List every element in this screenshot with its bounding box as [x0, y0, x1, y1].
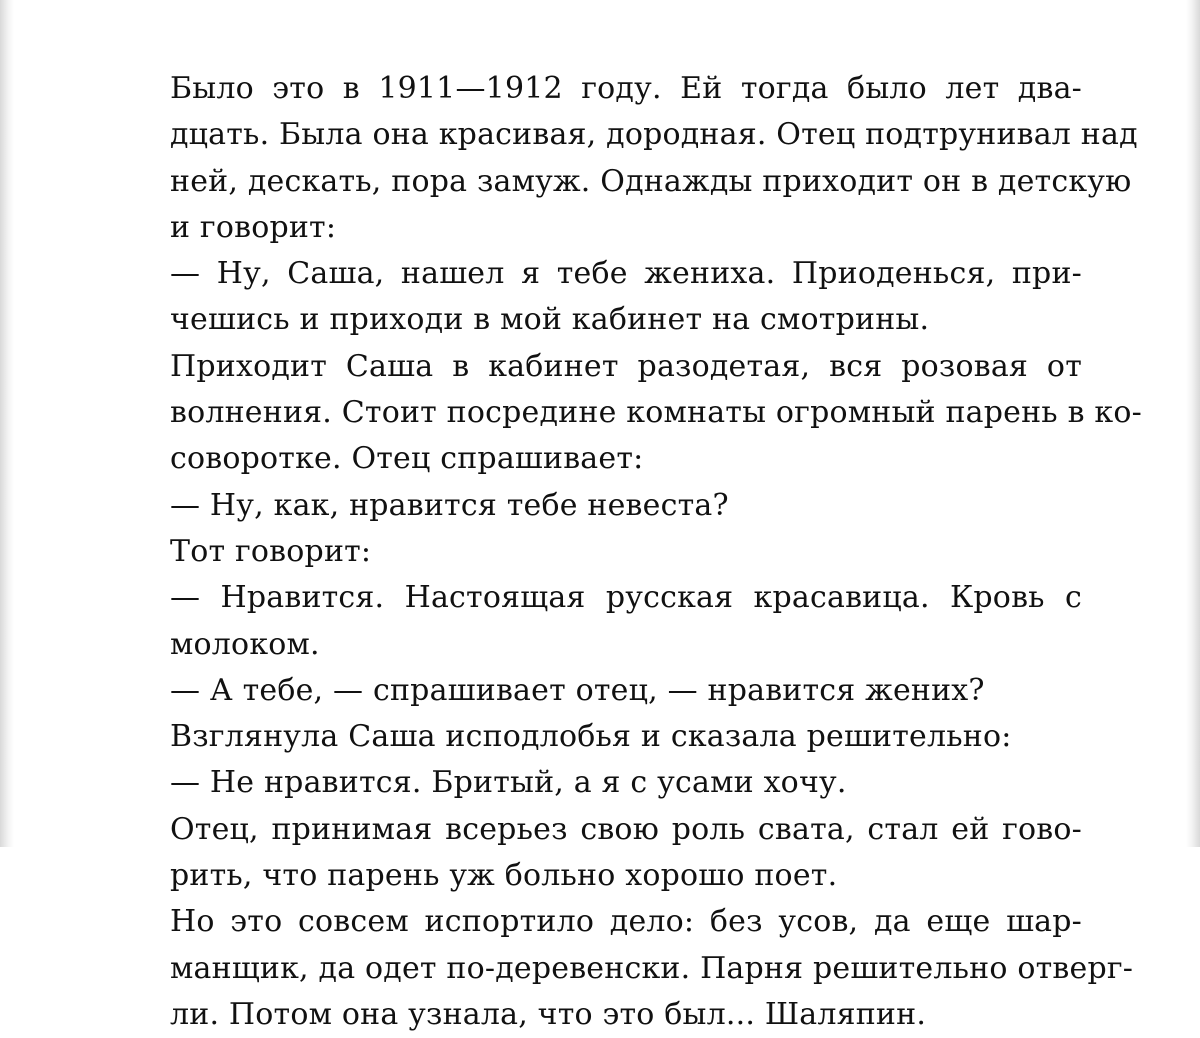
- text-line: — Не нравится. Бритый, а я с усами хочу.: [170, 765, 847, 801]
- book-page-text: [170, 66, 1142, 1038]
- text-line: рить, что парень уж больно хорошо поет.: [170, 858, 838, 894]
- text-line: и говорит:: [170, 209, 337, 245]
- text-line: Приходит Саша в кабинет разодетая, вся розовая от: [170, 348, 1082, 384]
- text-line: молоком.: [170, 626, 320, 662]
- text-line: Но это совсем испортило дело: без усов, да еще шар-: [170, 904, 1082, 940]
- page-edge-right: [1186, 0, 1200, 847]
- text-line: ли. Потом она узнала, что это был... Шаляпин.: [170, 996, 927, 1032]
- text-line: — Ну, как, нравится тебе невеста?: [170, 487, 729, 523]
- text-line: волнения. Стоит посредине комнаты огромный парень в ко-: [170, 395, 1142, 431]
- text-line: — Нравится. Настоящая русская красавица. Кровь с: [170, 580, 1082, 616]
- page-edge-left: [0, 0, 14, 847]
- text-line: Взглянула Саша исподлобья и сказала решительно:: [170, 719, 1012, 755]
- text-line: чешись и приходи в мой кабинет на смотрины.: [170, 302, 930, 338]
- text-line: ней, дескать, пора замуж. Однажды приходит он в детскую: [170, 163, 1132, 199]
- text-line: — Ну, Саша, нашел я тебе жениха. Приоденься, при-: [170, 256, 1082, 292]
- text-line: манщик, да одет по-деревенски. Парня решительно отверг-: [170, 950, 1134, 986]
- text-line: Было это в 1911—1912 году. Ей тогда было лет два-: [170, 71, 1082, 106]
- text-line: соворотке. Отец спрашивает:: [170, 441, 644, 477]
- text-line: Тот говорит:: [170, 533, 372, 569]
- text-line: Отец, принимая всерьез свою роль свата, стал ей гово-: [170, 811, 1082, 847]
- text-line: дцать. Была она красивая, дородная. Отец подтрунивал над: [170, 117, 1138, 153]
- text-line: — А тебе, — спрашивает отец, — нравится жених?: [170, 672, 985, 708]
